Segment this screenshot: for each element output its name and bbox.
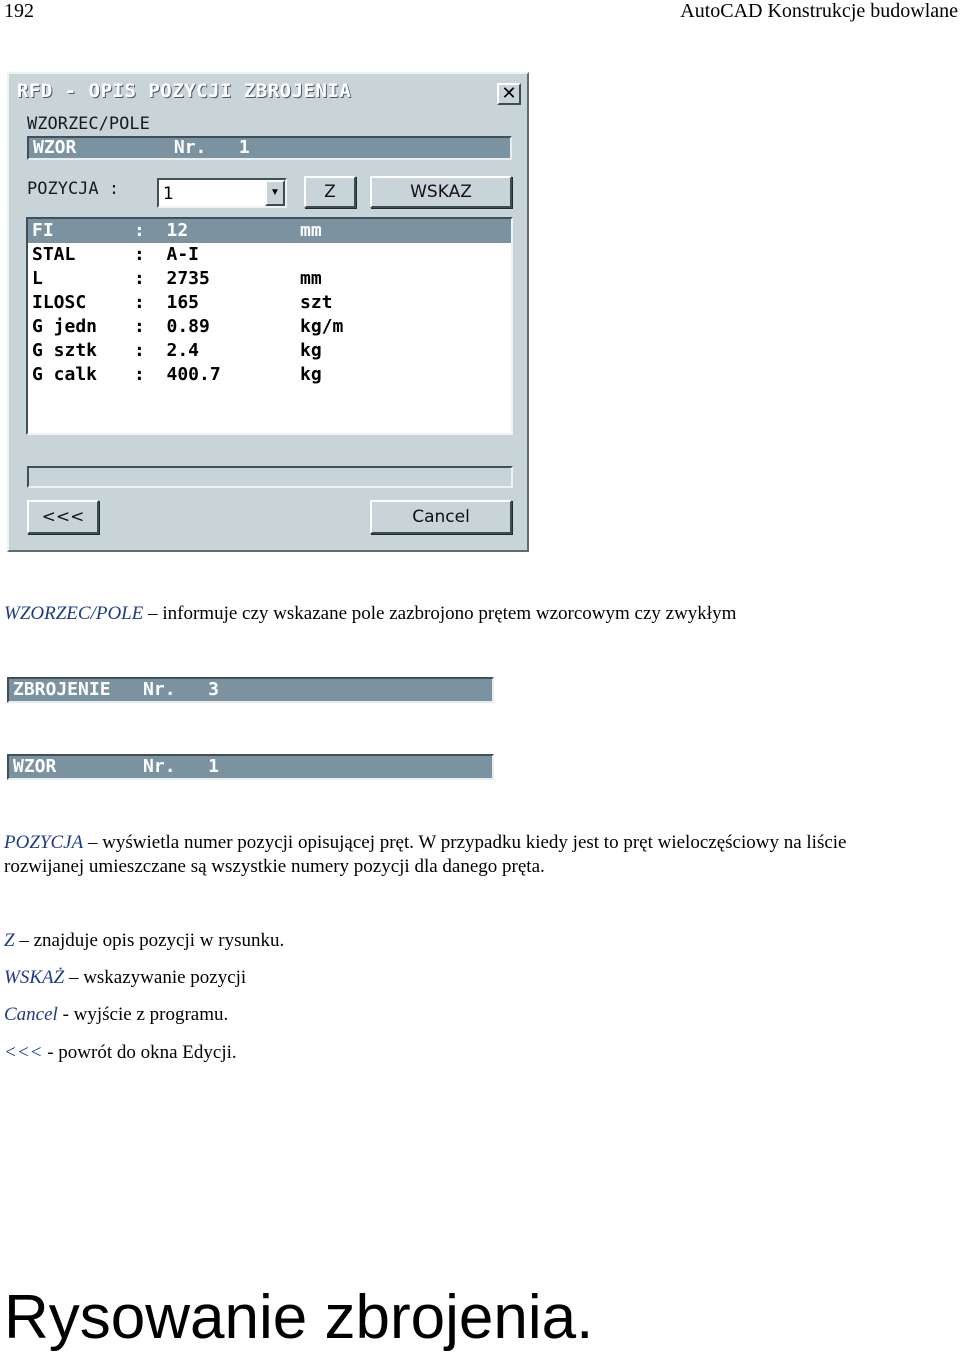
pattern-description: WZORZEC/POLE – informuje czy wskazane pole zazbrojono prętem wzorcowym czy zwykłym bbox=[4, 603, 737, 624]
term-wskaz: WSKAŻ bbox=[4, 967, 65, 988]
position-description-line2: rozwijanej umieszczane są wszystkie numery pozycji dla danego pręta. bbox=[4, 856, 545, 877]
position-value: 1 bbox=[163, 184, 174, 204]
cancel-button[interactable]: Cancel bbox=[370, 500, 512, 534]
position-details-list[interactable] bbox=[26, 217, 513, 435]
list-item[interactable]: ILOSC : 165 szt bbox=[32, 292, 333, 313]
pattern-label: WZORZEC/POLE bbox=[27, 114, 150, 134]
list-item[interactable]: G sztk : 2.4 kg bbox=[32, 340, 322, 361]
list-item: WSKAŻ – wskazywanie pozycji bbox=[4, 967, 247, 988]
back-button[interactable]: <<< bbox=[27, 500, 99, 534]
list-item[interactable]: L : 2735 mm bbox=[32, 268, 322, 289]
list-item: Cancel - wyjście z programu. bbox=[4, 1004, 229, 1025]
wskaz-button[interactable]: WSKAZ bbox=[370, 176, 512, 208]
position-label: POZYCJA : bbox=[27, 179, 120, 199]
list-item[interactable]: FI : 12 mm bbox=[28, 219, 511, 243]
term-cancel: Cancel bbox=[4, 1004, 58, 1025]
dialog-title: RFD - OPIS POZYCJI ZBROJENIA bbox=[17, 80, 352, 102]
close-icon: ✕ bbox=[501, 83, 517, 104]
chevron-down-icon[interactable]: ▼ bbox=[265, 180, 285, 206]
term-pattern: WZORZEC/POLE bbox=[4, 603, 144, 624]
list-item[interactable]: STAL : A-I bbox=[32, 244, 200, 265]
list-item[interactable]: G jedn : 0.89 kg/m bbox=[32, 316, 344, 337]
term-position: POZYCJA bbox=[4, 832, 84, 853]
pattern-bar: WZOR Nr. 1 bbox=[7, 754, 494, 780]
term-z: Z bbox=[4, 930, 15, 951]
status-bar bbox=[27, 466, 513, 488]
section-heading: Rysowanie zbrojenia. bbox=[4, 1283, 594, 1352]
page-number: 192 bbox=[4, 0, 34, 22]
rfd-dialog bbox=[7, 72, 529, 552]
term-back: <<< bbox=[4, 1042, 43, 1063]
list-item: Z – znajduje opis pozycji w rysunku. bbox=[4, 930, 285, 951]
pattern-info-bar: WZOR Nr. 1 bbox=[27, 136, 512, 160]
list-item: <<< - powrót do okna Edycji. bbox=[4, 1042, 237, 1063]
close-button[interactable] bbox=[497, 83, 521, 105]
z-button[interactable]: Z bbox=[304, 176, 356, 208]
reinforcement-bar: ZBROJENIE Nr. 3 bbox=[7, 677, 494, 703]
list-item[interactable]: G calk : 400.7 kg bbox=[32, 364, 322, 385]
running-title: AutoCAD Konstrukcje budowlane bbox=[680, 0, 958, 22]
position-description-line1: POZYCJA – wyświetla numer pozycji opisującej pręt. W przypadku kiedy jest to pręt wieloczęściowy na liście bbox=[4, 832, 847, 853]
position-combo[interactable] bbox=[157, 178, 287, 208]
